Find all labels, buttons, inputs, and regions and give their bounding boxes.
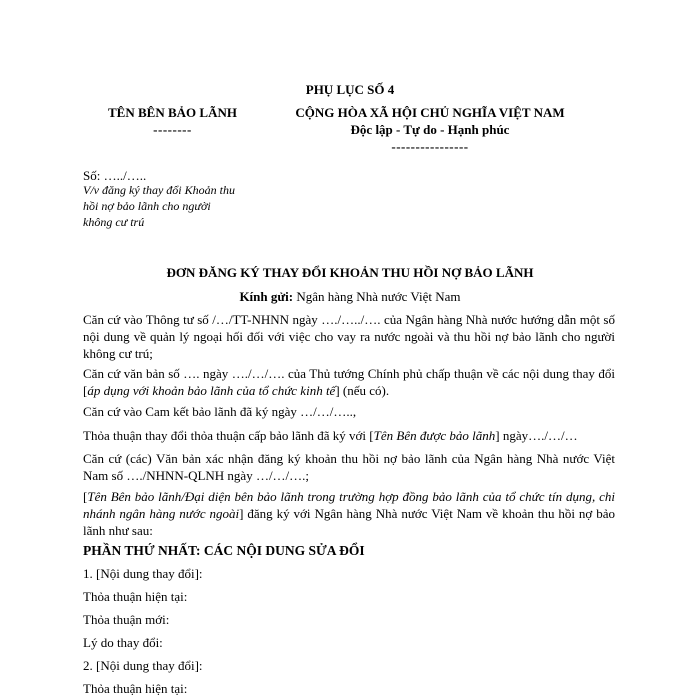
guarantor-divider: -------- [153,122,192,137]
section-item: Thỏa thuận hiện tại: [83,681,188,696]
addressee-name: Ngân hàng Nhà nước Việt Nam [293,289,461,304]
country-heading: CỘNG HÒA XÃ HỘI CHỦ NGHĨA VIỆT NAM [295,105,565,120]
motto: Độc lập - Tự do - Hạnh phúc [350,122,510,137]
section-item: 2. [Nội dung thay đổi]: [83,658,203,673]
subject-line-1: V/v đăng ký thay đổi Khoản thu [83,183,235,197]
paragraph-guarantee-commitment: Căn cứ vào Cam kết bảo lãnh đã ký ngày …/…/….., [83,404,357,419]
motto-divider: ---------------- [391,139,469,154]
addressee-label: Kính gửi: [239,289,294,304]
document-title: ĐƠN ĐĂNG KÝ THAY ĐỔI KHOẢN THU HỒI NỢ BẢO LÃNH [166,265,534,280]
section-item: Lý do thay đổi: [83,635,163,650]
guarantor-name-heading: TÊN BÊN BẢO LÃNH [108,105,237,120]
addressee-line [0,289,700,305]
section-item: Thỏa thuận hiện tại: [83,589,188,604]
document-number: Số: …../….. [83,168,147,183]
subject-line-2: hồi nợ bảo lãnh cho người [83,199,211,213]
appendix-title: PHỤ LỤC SỐ 4 [305,82,395,97]
section-heading: PHẦN THỨ NHẤT: CÁC NỘI DUNG SỬA ĐỔI [83,543,365,558]
paragraph-registrant: [Tên Bên bảo lãnh/Đại diện bên bảo lãnh trong trường hợp đồng bảo lãnh của tổ chức tín dụng, chi nhánh ngân hàng nước ngoài] đăng ký với Ngân hàng Nhà nước Việt Nam về khoản thu hồi nợ bảo lãnh như sau: [83,489,615,538]
section-item: 1. [Nội dung thay đổi]: [83,566,203,581]
subject-line-3: không cư trú [83,215,145,229]
paragraph-circular: Căn cứ vào Thông tư số /…/TT-NHNN ngày …./…../…. của Ngân hàng Nhà nước hướng dẫn một số nội dung về quản lý ngoại hối đối với việc cho vay ra nước ngoài và thu hồi nợ bảo lãnh cho người không cư trú; [83,312,615,361]
paragraph-registration-confirmation: Căn cứ (các) Văn bản xác nhận đăng ký khoản thu hồi nợ bảo lãnh của Ngân hàng Nhà nước Việt Nam số …./NHNN-QLNH ngày …/…/….; [83,451,615,483]
section-item: Thỏa thuận mới: [83,612,170,627]
paragraph-approval: Căn cứ văn bản số …. ngày …./…/…. của Thủ tướng Chính phủ chấp thuận về các nội dung thay đổi [áp dụng với khoản bảo lãnh của tổ chức kinh tế] (nếu có). [83,366,615,398]
paragraph-amendment-agreement: Thỏa thuận thay đổi thỏa thuận cấp bảo lãnh đã ký với [Tên Bên được bảo lãnh] ngày…./…/… [83,428,578,443]
